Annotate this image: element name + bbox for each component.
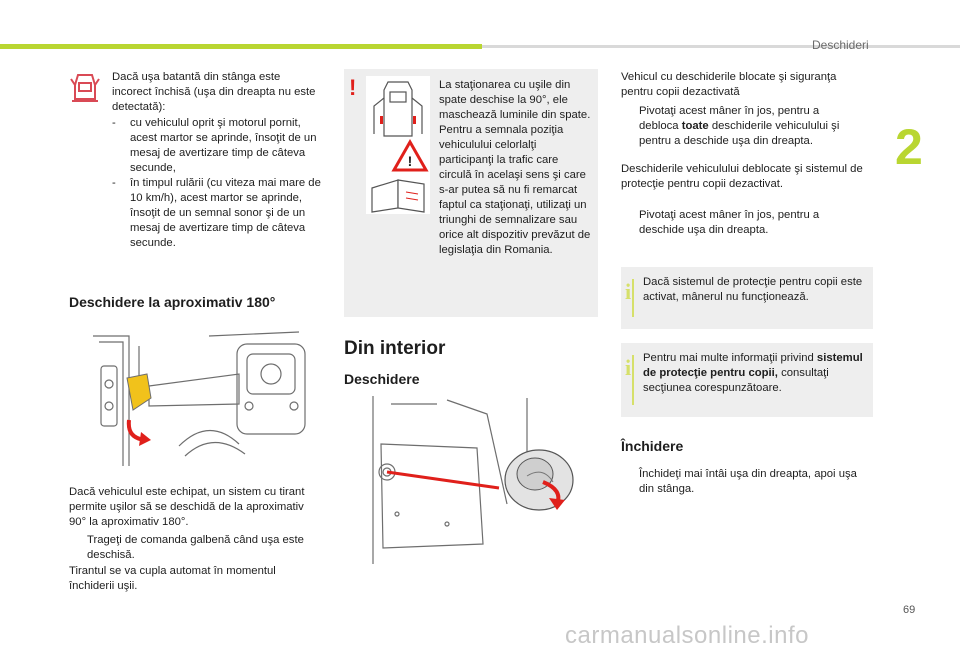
door-check-strap-illustration [89,326,313,470]
arrow-bullet-icon [621,104,639,149]
alert-intro: Dacă uşa batantă din stânga este incorect închisă (uşa din dreapta nu este detectată): [112,71,316,113]
heading-interior: Din interior [344,338,446,359]
step-180: Trageţi de comanda galbenă când uşa este deschisă. [69,533,321,563]
header-accent-bar [0,44,482,49]
warning-text: La staţionarea cu uşile din spate deschise la 90°, ele maschează luminile din spate. Pentru a semnala poziţia vehiculului celorlalţi participanţi la trafic care circulă în acelaşi sens şi care s-ar putea să nu fi remarcat faptul ca staţionaţi, utilizaţi un triunghi de semnalizare sau orice alt dispozitiv prevăzut de legislaţia din Romania. [439,79,591,256]
heading-180: Deschidere la aproximativ 180° [69,294,276,310]
arrow-bullet-icon [69,533,87,563]
heading-inchidere: Închidere [621,438,684,454]
step-3: Închideţi mai întâi uşa din dreapta, apoi uşa din stânga. [621,467,871,497]
watermark: carmanualsonline.info [565,622,809,649]
warning-illustration [366,76,430,214]
info-icon: i [625,279,632,304]
info-box-child-lock [621,267,873,329]
svg-text:!: ! [407,153,413,169]
alert-list [112,116,324,251]
list-dash: - [112,177,116,189]
info-text: Dacă sistemul de protecţie pentru copii este activat, mânerul nu funcţionează. [643,276,863,303]
step-2: Pivotaţi acest mâner în jos, pentru a deschide uşa din dreapta. [621,208,857,238]
para-unlocked: Deschiderile vehiculului deblocate şi sistemul de protecţie pentru copii dezactivat. [621,163,863,190]
chapter-number: 2 [895,119,923,175]
section-title: Deschideri [812,38,869,52]
list-dash: - [112,117,116,129]
interior-handle-illustration [367,394,591,566]
header-divider [482,45,960,48]
para-180: Dacă vehiculul este echipat, un sistem cu tirant permite uşilor să se deschidă de la aproximativ 90° la aproximativ 180°. [69,486,305,528]
step-1: Pivotaţi acest mâner în jos, pentru a debloca toate deschiderile vehiculului şi pentru a deschide uşa din dreapta. [621,104,857,149]
door-open-alert-icon [69,71,101,105]
arrow-bullet-icon [621,208,639,238]
info-icon: i [625,355,632,380]
list-item: - cu vehiculul oprit şi motorul pornit, acest martor se aprinde, însoţit de un mesaj de avertizare timp de câteva secunde, [112,117,317,174]
list-item: - în timpul rulării (cu viteza mai mare de 10 km/h), acest martor se aprinde, însoţit de un semnal sonor şi de un mesaj de avertizare timp de câteva secunde. [112,177,321,249]
arrow-bullet-icon [621,467,639,497]
para-tirant: Tirantul se va cupla automat în momentul închiderii uşii. [69,565,276,592]
page-number: 69 [903,604,916,616]
info-box-more [621,343,873,417]
info-text: Pentru mai multe informaţii privind sistemul de protecţie pentru copii, consultaţi secţiunea corespunzătoare. [643,352,863,394]
intro-text: Vehicul cu deschiderile blocate şi siguranţa pentru copii dezactivată [621,71,837,98]
exclamation-icon: ! [349,75,357,100]
heading-deschidere: Deschidere [344,371,420,387]
